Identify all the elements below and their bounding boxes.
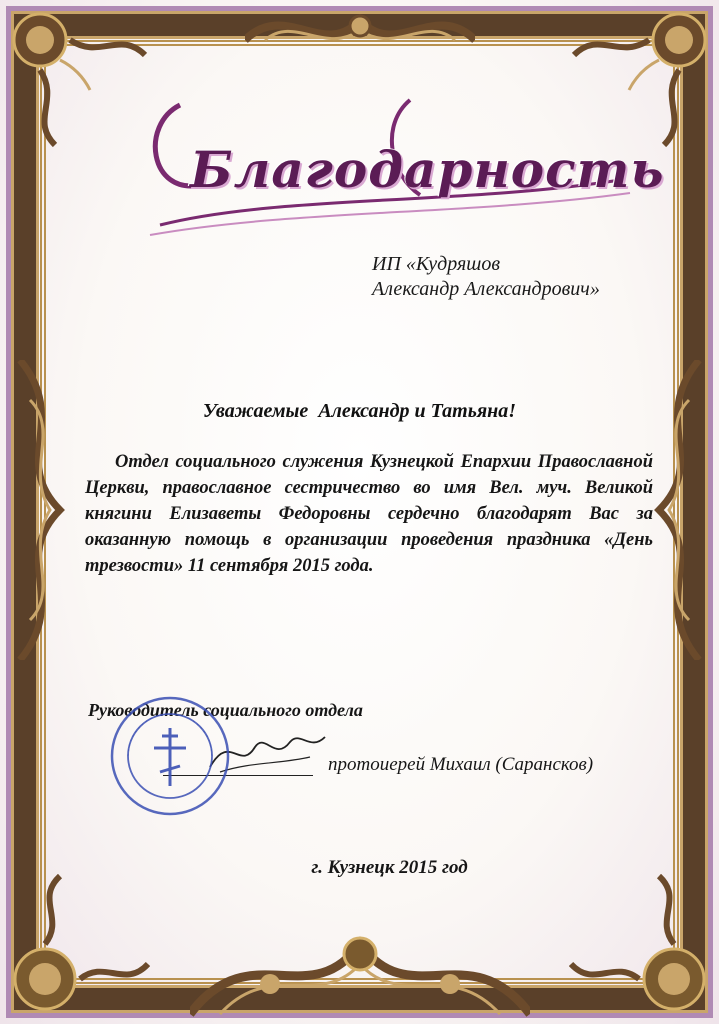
recipient-line-1: ИП «Кудряшов: [372, 253, 501, 275]
recipient-line-2: Александр Александрович»: [372, 278, 600, 300]
corner-ornament-icon: [0, 874, 150, 1024]
body-paragraph: Отдел социального служения Кузнецкой Епархии Православной Церкви, православное сестричество во имя Вел. муч. Великой княгини Елизаветы Федоровны сердечно благодарят Вас за оказанную помощь в организации проведения праздника «День трезвости» 11 сентября 2015 года.: [85, 452, 653, 576]
signer-name: протоиерей Михаил (Сарансков): [328, 754, 594, 775]
corner-ornament-icon: [569, 874, 719, 1024]
signer-role: Руководитель социального отдела: [88, 700, 363, 720]
greeting: Уважаемые Александр и Татьяна!: [202, 400, 517, 422]
page-title: Благодарность: [190, 140, 665, 199]
bottom-floral-ornament-icon: [190, 914, 530, 1024]
top-floral-ornament-icon: [245, 0, 475, 70]
official-stamp-icon: [108, 694, 232, 818]
place-date: г. Кузнецк 2015 год: [311, 857, 468, 878]
title-block: [120, 85, 665, 255]
orthodox-cross-icon: [154, 728, 186, 786]
recipient-block: [372, 252, 600, 302]
